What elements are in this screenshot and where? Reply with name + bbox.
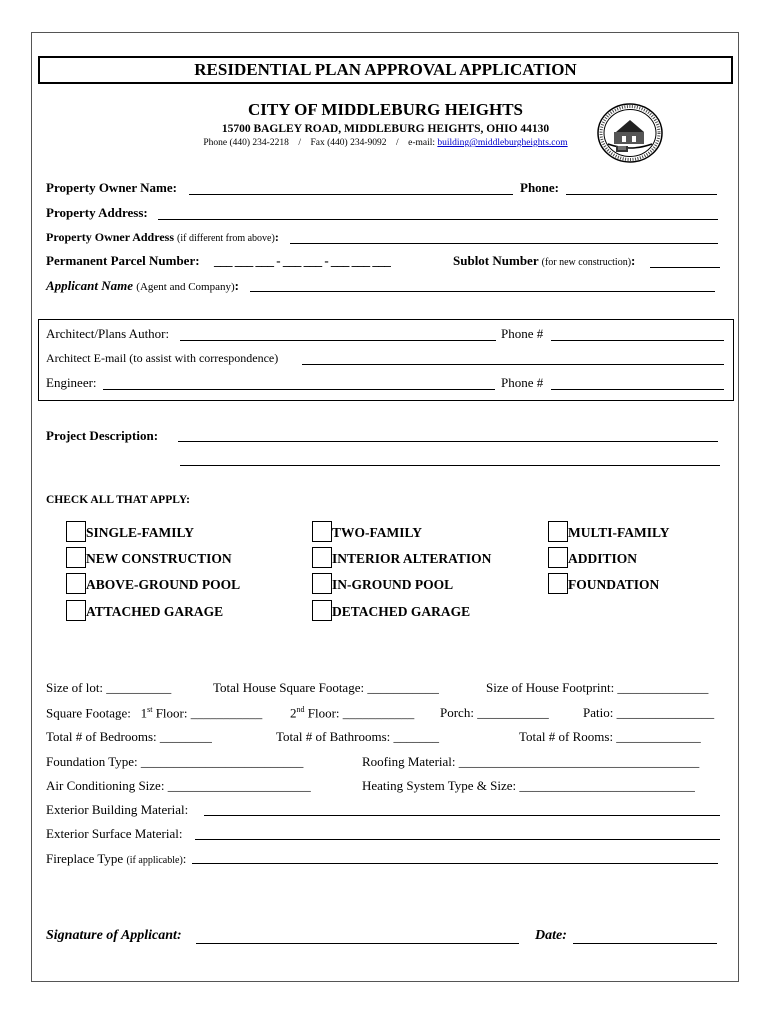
city-address: 15700 BAGLEY ROAD, MIDDLEBURG HEIGHTS, OHIO 44130 bbox=[221, 123, 550, 135]
architect-phone-field[interactable] bbox=[551, 340, 724, 341]
second-floor-field[interactable] bbox=[290, 705, 414, 721]
applicant-name-label bbox=[46, 278, 239, 294]
sqft-prefix: Square Footage: 1 bbox=[46, 705, 148, 721]
checkbox-addition[interactable] bbox=[548, 547, 568, 568]
sup-st: st bbox=[147, 705, 153, 714]
label-multi-family: MULTI-FAMILY bbox=[568, 525, 670, 540]
applicant-name-field[interactable] bbox=[250, 291, 715, 292]
lot-size-field[interactable]: Size of lot: __________ bbox=[46, 680, 172, 695]
signature-label: Signature of Applicant: bbox=[46, 928, 182, 943]
form-title: RESIDENTIAL PLAN APPROVAL APPLICATION bbox=[38, 56, 733, 84]
label-attached-garage: ATTACHED GARAGE bbox=[86, 604, 224, 619]
fireplace-field[interactable] bbox=[192, 863, 718, 864]
floor-2-prefix: 2 bbox=[290, 705, 297, 721]
label-new-construction: NEW CONSTRUCTION bbox=[86, 551, 232, 566]
bathrooms-field[interactable]: Total # of Bathrooms: _______ bbox=[276, 729, 440, 744]
sublot-text: Sublot Number bbox=[453, 253, 539, 268]
checkbox-multi-family[interactable] bbox=[548, 521, 568, 542]
roofing-material-field[interactable]: Roofing Material: _____________________________________ bbox=[362, 754, 700, 769]
owner-address-note: (if different from above) bbox=[177, 233, 275, 244]
checklist-heading: CHECK ALL THAT APPLY: bbox=[46, 494, 190, 506]
checkbox-interior-alteration[interactable] bbox=[312, 547, 332, 568]
floor-1-suffix: Floor: ___________ bbox=[152, 705, 263, 721]
checkbox-two-family[interactable] bbox=[312, 521, 332, 542]
property-address-label: Property Address: bbox=[46, 205, 148, 220]
sublot-field[interactable] bbox=[650, 267, 720, 268]
engineer-phone-field[interactable] bbox=[551, 389, 724, 390]
patio-field[interactable]: Patio: _______________ bbox=[583, 705, 715, 720]
heating-system-field[interactable]: Heating System Type & Size: ___________________________ bbox=[362, 778, 695, 793]
label-in-ground-pool: IN-GROUND POOL bbox=[332, 577, 454, 592]
footprint-field[interactable]: Size of House Footprint: ______________ bbox=[486, 680, 709, 695]
label-addition: ADDITION bbox=[568, 551, 638, 566]
email-link[interactable]: building@middleburgheights.com bbox=[437, 138, 568, 148]
fireplace-note: (if applicable) bbox=[126, 855, 183, 866]
owner-phone-field[interactable] bbox=[566, 194, 717, 195]
label-interior-alteration: INTERIOR ALTERATION bbox=[332, 551, 492, 566]
label-detached-garage: DETACHED GARAGE bbox=[332, 604, 471, 619]
applicant-colon: : bbox=[234, 278, 239, 293]
owner-name-field[interactable] bbox=[189, 194, 513, 195]
city-seal-icon bbox=[596, 102, 664, 164]
applicant-text: Applicant Name bbox=[46, 278, 134, 293]
contact-prefix: Phone (440) 234-2218 / Fax (440) 234-9092 / e-mail: bbox=[203, 138, 438, 148]
label-two-family: TWO-FAMILY bbox=[332, 525, 423, 540]
architect-email-field[interactable] bbox=[302, 364, 724, 365]
property-address-field[interactable] bbox=[158, 219, 718, 220]
checkbox-new-construction[interactable] bbox=[66, 547, 86, 568]
house-sqft-field[interactable]: Total House Square Footage: ___________ bbox=[213, 680, 439, 695]
engineer-phone-label: Phone # bbox=[501, 375, 544, 390]
ext-surface-label: Exterior Surface Material: bbox=[46, 826, 183, 841]
label-foundation: FOUNDATION bbox=[568, 577, 660, 592]
owner-address-colon: : bbox=[274, 230, 279, 244]
fireplace-text: Fireplace Type bbox=[46, 851, 124, 866]
owner-phone-label: Phone: bbox=[520, 180, 559, 195]
ac-size-field[interactable]: Air Conditioning Size: ______________________ bbox=[46, 778, 311, 793]
owner-name-label: Property Owner Name: bbox=[46, 180, 177, 195]
bedrooms-field[interactable]: Total # of Bedrooms: ________ bbox=[46, 729, 212, 744]
ext-building-field[interactable] bbox=[204, 815, 720, 816]
signature-field[interactable] bbox=[196, 943, 519, 944]
ext-surface-field[interactable] bbox=[195, 839, 720, 840]
checkbox-single-family[interactable] bbox=[66, 521, 86, 542]
checkbox-attached-garage[interactable] bbox=[66, 600, 86, 621]
parcel-number-label: Permanent Parcel Number: bbox=[46, 253, 200, 268]
owner-address-field[interactable] bbox=[290, 243, 718, 244]
sublot-label bbox=[453, 253, 635, 269]
architect-phone-label: Phone # bbox=[501, 326, 544, 341]
fireplace-label bbox=[46, 851, 186, 867]
parcel-number-field[interactable]: ___ ___ ___ - ___ ___ - ___ ___ ___ bbox=[214, 253, 391, 268]
architect-author-field[interactable] bbox=[180, 340, 496, 341]
project-description-line-1[interactable] bbox=[178, 441, 718, 442]
ext-building-label: Exterior Building Material: bbox=[46, 802, 189, 817]
fireplace-colon: : bbox=[182, 851, 187, 866]
architect-email-label: Architect E-mail (to assist with correspondence) bbox=[46, 351, 279, 365]
architect-author-label: Architect/Plans Author: bbox=[46, 326, 170, 341]
label-above-ground-pool: ABOVE-GROUND POOL bbox=[86, 577, 241, 592]
owner-address-label bbox=[46, 230, 279, 245]
checkbox-above-ground-pool[interactable] bbox=[66, 573, 86, 594]
engineer-label: Engineer: bbox=[46, 375, 97, 390]
checkbox-in-ground-pool[interactable] bbox=[312, 573, 332, 594]
applicant-note: (Agent and Company) bbox=[136, 281, 235, 293]
floor-2-suffix: Floor: ___________ bbox=[304, 705, 415, 721]
checkbox-detached-garage[interactable] bbox=[312, 600, 332, 621]
date-field[interactable] bbox=[573, 943, 717, 944]
date-label: Date: bbox=[535, 928, 567, 943]
engineer-field[interactable] bbox=[103, 389, 495, 390]
project-description-label: Project Description: bbox=[46, 428, 159, 443]
first-floor-field[interactable] bbox=[46, 705, 262, 721]
sup-nd: nd bbox=[296, 705, 305, 714]
label-single-family: SINGLE-FAMILY bbox=[86, 525, 195, 540]
project-description-line-2[interactable] bbox=[180, 465, 720, 466]
city-name: CITY OF MIDDLEBURG HEIGHTS bbox=[247, 100, 524, 119]
porch-field[interactable]: Porch: ___________ bbox=[440, 705, 549, 720]
rooms-field[interactable]: Total # of Rooms: _____________ bbox=[519, 729, 701, 744]
sublot-colon: : bbox=[631, 253, 636, 268]
owner-address-text: Property Owner Address bbox=[46, 230, 174, 244]
checkbox-foundation[interactable] bbox=[548, 573, 568, 594]
sublot-note: (for new construction) bbox=[541, 257, 632, 268]
foundation-type-field[interactable]: Foundation Type: _________________________ bbox=[46, 754, 304, 769]
